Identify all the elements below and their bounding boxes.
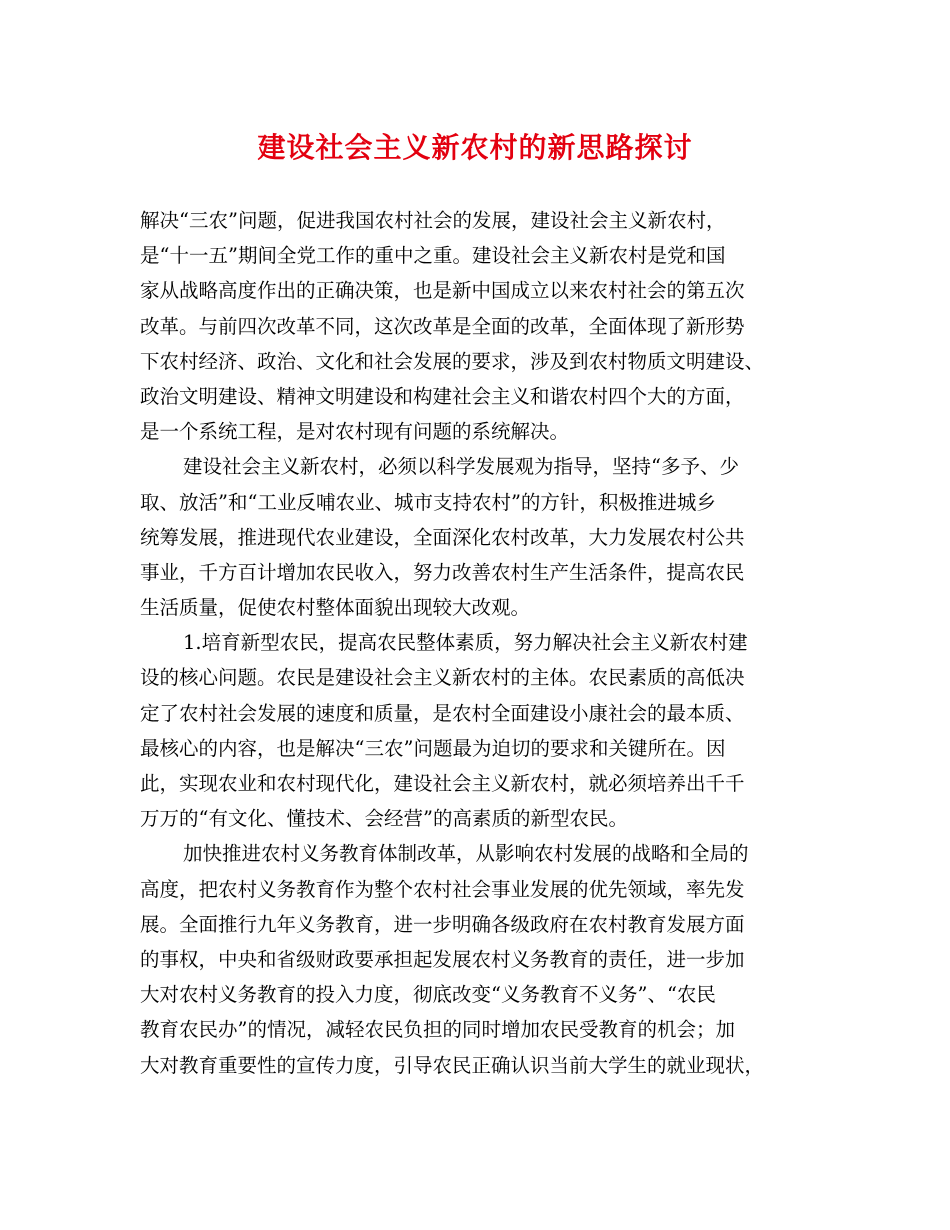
- paragraph-education-reform: [140, 836, 824, 1082]
- text-line: 最核心的内容，也是解决“三农”问题最为迫切的要求和关键所在。因: [140, 736, 726, 760]
- paragraph-intro: [140, 203, 824, 449]
- text-line: 的事权，中央和省级财政要承担起发展农村义务教育的责任，进一步加: [140, 947, 745, 971]
- text-line: 生活质量，促使农村整体面貌出现较大改观。: [140, 596, 531, 620]
- text-line: 大对农村义务教育的投入力度，彻底改变“义务教育不义务”、“农民: [140, 983, 716, 1007]
- text-line: 大对教育重要性的宣传力度，引导农民正确认识当前大学生的就业现状，: [140, 1053, 765, 1077]
- text-line: 事业，千方百计增加农民收入，努力改善农村生产生活条件，提高农民: [140, 560, 745, 584]
- text-line: 教育农民办”的情况，减轻农民负担的同时增加农民受教育的机会；加: [140, 1018, 735, 1042]
- text-line: 万万的“有文化、懂技术、会经营”的高素质的新型农民。: [140, 807, 628, 831]
- text-line: 政治文明建设、精神文明建设和构建社会主义和谐农村四个大的方面，: [140, 384, 745, 408]
- text-line: 设的核心问题。农民是建设社会主义新农村的主体。农民素质的高低决: [140, 666, 745, 690]
- text-line: 1.培育新型农民，提高农民整体素质，努力解决社会主义新农村建: [183, 631, 748, 655]
- paragraph-guidelines: [140, 449, 824, 625]
- text-line: 此，实现农业和农村现代化，建设社会主义新农村，就必须培养出千千: [140, 772, 745, 795]
- text-line: 是一个系统工程，是对农村现有问题的系统解决。: [140, 420, 570, 444]
- text-line: 加快推进农村义务教育体制改革，从影响农村发展的战略和全局的: [183, 842, 749, 866]
- text-line: 解决“三农”问题，促进我国农村社会的发展，建设社会主义新农村，: [140, 209, 726, 232]
- text-line: 取、放活”和“工业反哺农业、城市支持农村”的方针，积极推进城乡: [140, 490, 716, 514]
- paragraph-new-farmers: [140, 625, 824, 836]
- text-line: 下农村经济、政治、文化和社会发展的要求，涉及到农村物质文明建设、: [140, 349, 765, 373]
- text-line: 是“十一五”期间全党工作的重中之重。建设社会主义新农村是党和国: [140, 244, 726, 268]
- text-line: 定了农村社会发展的速度和质量，是农村全面建设小康社会的最本质、: [140, 701, 745, 725]
- document-body: [140, 203, 824, 1083]
- text-line: 改革。与前四次改革不同，这次改革是全面的改革，全面体现了新形势: [140, 314, 745, 338]
- text-line: 家从战略高度作出的正确决策，也是新中国成立以来农村社会的第五次: [140, 279, 745, 303]
- document-title: 建设社会主义新农村的新思路探讨: [257, 131, 693, 164]
- text-line: 高度，把农村义务教育作为整个农村社会事业发展的优先领域，率先发: [140, 877, 745, 901]
- text-line: 展。全面推行九年义务教育，进一步明确各级政府在农村教育发展方面: [140, 912, 745, 936]
- text-line: 统筹发展，推进现代农业建设，全面深化农村改革，大力发展农村公共: [140, 525, 745, 549]
- text-line: 建设社会主义新农村，必须以科学发展观为指导，坚持“多予、少: [183, 455, 739, 479]
